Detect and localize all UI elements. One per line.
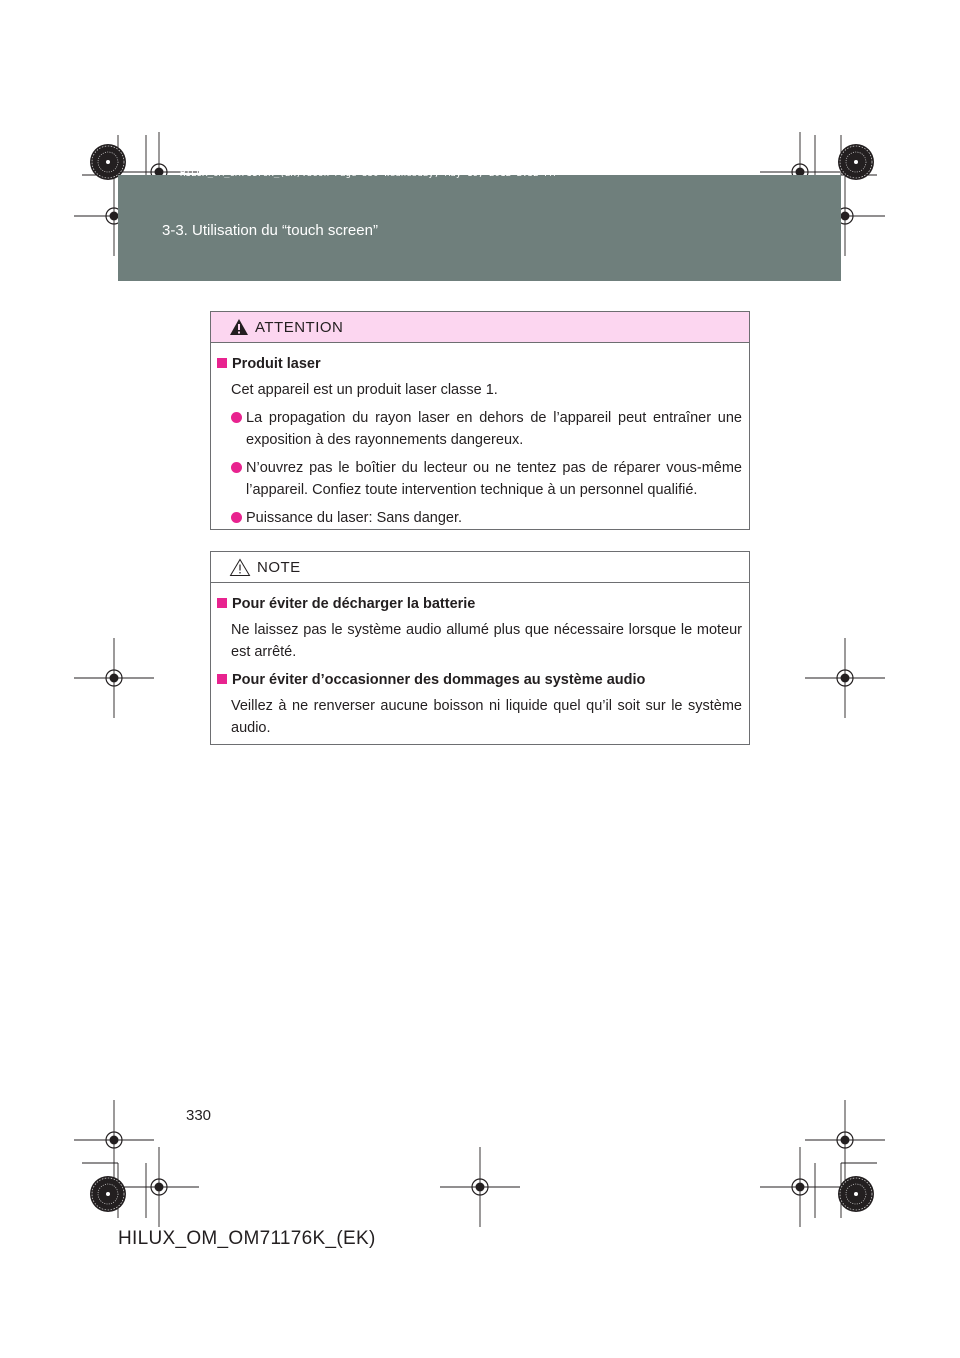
warning-triangle-icon (229, 318, 249, 336)
note-box (210, 551, 750, 745)
caution-triangle-outline-icon (229, 558, 251, 577)
note-heading-label: NOTE (257, 558, 301, 576)
note-heading (211, 552, 749, 583)
square-bullet-icon (217, 674, 227, 684)
attention-heading (211, 312, 749, 343)
note-section-title: Pour éviter d’occasionner des dommages au système audio (232, 672, 646, 688)
attention-bullet: Puissance du laser: Sans danger. (217, 507, 742, 529)
round-bullet-icon (231, 412, 242, 423)
attention-subtitle: Produit laser (232, 356, 321, 372)
note-section-text: Ne laissez pas le système audio allumé plus que nécessaire lorsque le moteur est arrêté. (231, 622, 742, 660)
page-number: 330 (186, 1107, 212, 1124)
file-stamp: HILUX_OM_OM71176K_(EK).book Page 330 Wednesday, May 16, 2012 2:32 PM (180, 169, 556, 179)
square-bullet-icon (217, 358, 227, 368)
attention-bullet: La propagation du rayon laser en dehors de l’appareil peut entraîner une exposition à des rayonnements dangereux. (217, 407, 742, 451)
round-bullet-icon (231, 512, 242, 523)
round-bullet-icon (231, 462, 242, 473)
note-section-text: Veillez à ne renverser aucune boisson ni liquide quel qu’il soit sur le système audio. (231, 698, 742, 736)
square-bullet-icon (217, 598, 227, 608)
footer-code: HILUX_OM_OM71176K_(EK) (118, 1228, 376, 1249)
note-section-title: Pour éviter de décharger la batterie (232, 596, 476, 612)
attention-bullet: N’ouvrez pas le boîtier du lecteur ou ne tentez pas de réparer vous-même l’appareil. Confiez toute intervention technique à un personnel qualifié. (217, 457, 742, 501)
attention-box (210, 311, 750, 530)
section-title: 3-3. Utilisation du “touch screen” (162, 222, 378, 239)
attention-intro: Cet appareil est un produit laser classe 1. (231, 382, 498, 398)
attention-heading-label: ATTENTION (255, 318, 344, 336)
